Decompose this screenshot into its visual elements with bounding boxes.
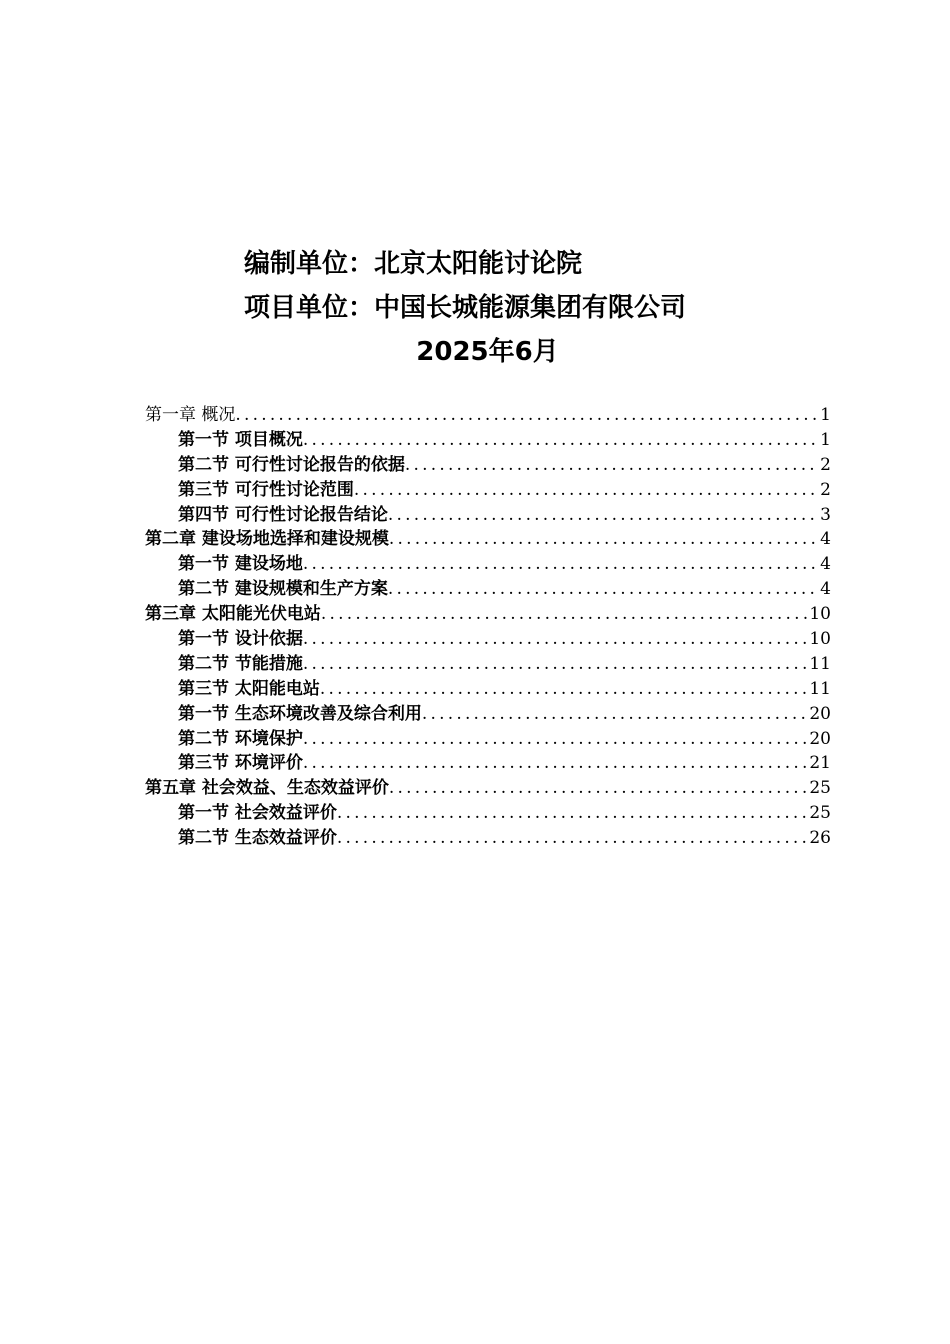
- toc-page-number: 26: [809, 828, 831, 849]
- toc-section-entry[interactable]: [145, 627, 831, 652]
- toc-entry-label: 第二节 节能措施: [178, 653, 303, 674]
- toc-section-entry[interactable]: [145, 702, 831, 727]
- toc-chapter-entry[interactable]: [145, 776, 831, 801]
- toc-section-entry[interactable]: [145, 677, 831, 702]
- toc-page-number: 10: [809, 629, 831, 650]
- toc-entry-label: 第三节 太阳能电站: [178, 678, 320, 699]
- toc-page-number: 21: [809, 753, 831, 774]
- toc-dot-leader: [388, 503, 818, 528]
- toc-dot-leader: [354, 478, 818, 503]
- toc-page-number: 1: [820, 405, 831, 425]
- toc-page-number: 20: [809, 728, 831, 749]
- toc-page-number: 11: [809, 678, 831, 699]
- toc-entry-label: 第三节 环境评价: [178, 753, 303, 774]
- toc-section-entry[interactable]: [145, 826, 831, 851]
- toc-entry-label: 第二节 可行性讨论报告的依据: [178, 454, 405, 475]
- toc-page-number: 25: [809, 803, 831, 824]
- toc-dot-leader: [405, 453, 818, 478]
- toc-entry-label: 第一节 建设场地: [178, 554, 303, 575]
- toc-chapter-entry[interactable]: [145, 602, 831, 627]
- toc-dot-leader: [303, 627, 807, 652]
- toc-section-entry[interactable]: [145, 478, 831, 503]
- toc-entry-label: 第二节 环境保护: [178, 728, 303, 749]
- toc-page-number: 2: [820, 479, 831, 500]
- toc-page-number: 2: [820, 454, 831, 475]
- toc-chapter-entry[interactable]: [145, 527, 831, 552]
- toc-page-number: 11: [809, 653, 831, 674]
- project-organization: 项目单位：中国长城能源集团有限公司: [244, 293, 687, 323]
- toc-page-number: 1: [820, 429, 831, 450]
- toc-entry-label: 第一节 设计依据: [178, 629, 303, 650]
- toc-entry-label: 第一节 生态环境改善及综合利用: [178, 703, 422, 724]
- toc-section-entry[interactable]: [145, 453, 831, 478]
- toc-dot-leader: [303, 652, 807, 677]
- toc-page-number: 25: [809, 778, 831, 799]
- toc-chapter-entry[interactable]: [145, 403, 831, 428]
- toc-dot-leader: [320, 677, 807, 702]
- toc-section-entry[interactable]: [145, 552, 831, 577]
- toc-dot-leader: [337, 826, 807, 851]
- toc-dot-leader: [303, 552, 818, 577]
- toc-dot-leader: [337, 801, 807, 826]
- toc-section-entry[interactable]: [145, 751, 831, 776]
- toc-entry-label: 第二节 建设规模和生产方案: [178, 579, 388, 600]
- toc-page-number: 10: [809, 604, 831, 625]
- toc-entry-label: 第一章 概况: [145, 405, 236, 425]
- toc-dot-leader: [389, 776, 807, 801]
- toc-section-entry[interactable]: [145, 801, 831, 826]
- toc-page-number: 3: [820, 504, 831, 525]
- toc-section-entry[interactable]: [145, 503, 831, 528]
- toc-entry-label: 第二节 生态效益评价: [178, 828, 337, 849]
- toc-dot-leader: [303, 751, 807, 776]
- table-of-contents: [145, 403, 831, 851]
- toc-entry-label: 第二章 建设场地选择和建设规模: [145, 529, 389, 550]
- toc-page-number: 4: [820, 579, 831, 600]
- document-date: 2025年6月: [416, 337, 559, 367]
- toc-page-number: 20: [809, 703, 831, 724]
- toc-page-number: 4: [820, 554, 831, 575]
- toc-entry-label: 第三章 太阳能光伏电站: [145, 604, 321, 625]
- toc-section-entry[interactable]: [145, 652, 831, 677]
- toc-dot-leader: [388, 577, 818, 602]
- toc-dot-leader: [303, 428, 818, 453]
- toc-dot-leader: [303, 727, 807, 752]
- toc-entry-label: 第四节 可行性讨论报告结论: [178, 504, 388, 525]
- toc-dot-leader: [389, 527, 818, 552]
- toc-section-entry[interactable]: [145, 428, 831, 453]
- toc-dot-leader: [422, 702, 807, 727]
- toc-dot-leader: [235, 403, 818, 428]
- toc-dot-leader: [321, 602, 807, 627]
- toc-entry-label: 第一节 项目概况: [178, 429, 303, 450]
- toc-section-entry[interactable]: [145, 727, 831, 752]
- toc-entry-label: 第一节 社会效益评价: [178, 803, 337, 824]
- toc-entry-label: 第五章 社会效益、生态效益评价: [145, 778, 389, 799]
- toc-entry-label: 第三节 可行性讨论范围: [178, 479, 354, 500]
- toc-section-entry[interactable]: [145, 577, 831, 602]
- compiling-organization: 编制单位：北京太阳能讨论院: [244, 249, 583, 279]
- toc-page-number: 4: [820, 529, 831, 550]
